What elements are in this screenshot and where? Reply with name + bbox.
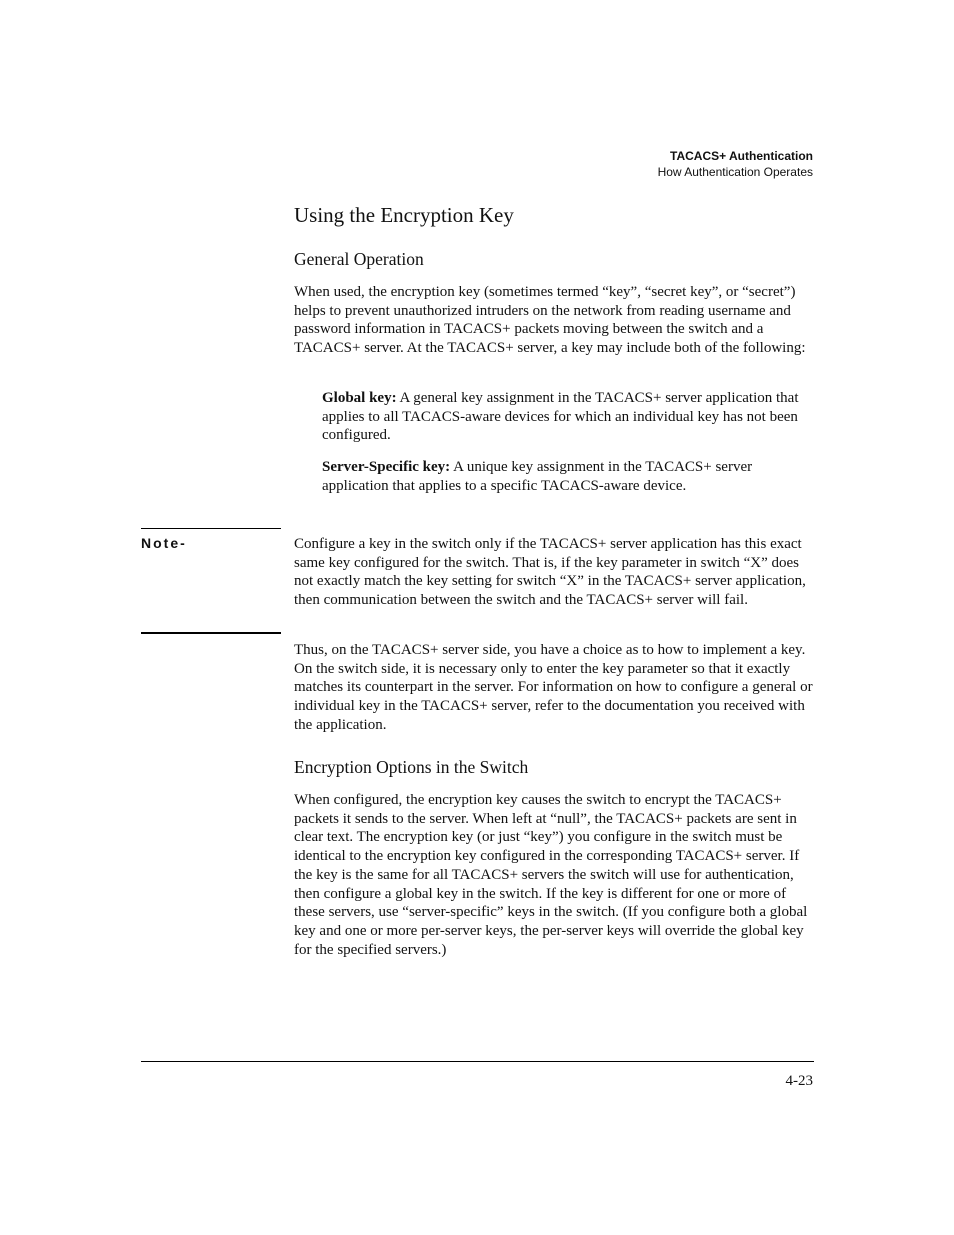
note-label: Note-: [141, 535, 187, 551]
note-top-rule: [141, 528, 281, 529]
encryption-options-heading: Encryption Options in the Switch: [294, 757, 529, 777]
after-note-block: [294, 641, 814, 735]
global-key-term: Global key:: [322, 390, 397, 406]
after-note-text: Thus, on the TACACS+ server side, you have a choice as to how to implement a key. On the switch side, it is necessary only to enter the key parameter so that it exactly matches its counterpart in the server. For information on how to configure a general or individual key in the TACACS+ server, refer to the documentation you received with the application.: [294, 642, 813, 733]
general-operation-heading: General Operation: [294, 249, 424, 269]
footer-rule: [141, 1061, 814, 1062]
global-key-text: A general key assignment in the TACACS+ server application that applies to all TACACS-aware devices for which an individual key has not been configured.: [322, 390, 799, 444]
note-bottom-rule: [141, 632, 281, 634]
general-operation-intro: When used, the encryption key (sometimes termed “key”, “secret key”, or “secret”) helps to prevent unauthorized intruders on the network from reading username and password information in TACACS+ packets moving between the switch and a TACACS+ server. At the TACACS+ server, a key may include both of the following:: [294, 284, 806, 357]
global-key-definition: [322, 389, 802, 445]
encryption-options-block: [294, 791, 814, 959]
running-header: [658, 148, 813, 180]
server-specific-key-definition: [322, 458, 802, 495]
section-subtitle: How Authentication Operates: [657, 165, 813, 179]
encryption-options-text: When configured, the encryption key causes the switch to encrypt the TACACS+ packets it sends to the server. When left at “null”, the TACACS+ packets are sent in clear text. The encryption key (or just “key”) you configure in the switch must be identical to the encryption key configured in the corresponding TACACS+ server. If the key is the same for all TACACS+ servers the switch will use for authentication, then configure a global key in the switch. If the key is different for one or more of these servers, use “server-specific” keys in the switch. (If you configure both a global key and one or more per-server keys, the per-server keys will override the global key for the specified servers.): [294, 792, 808, 958]
page-number: 4-23: [785, 1073, 813, 1089]
note-text: Configure a key in the switch only if the TACACS+ server application has this exact same key configured for the switch. That is, if the key parameter in switch “X” does not exactly match the key setting for switch “X” in the TACACS+ server application, then communication between the switch and the TACACS+ server will fail.: [294, 536, 806, 609]
server-key-term: Server-Specific key:: [322, 459, 451, 475]
chapter-title: TACACS+ Authentication: [670, 149, 813, 163]
section-title: Using the Encryption Key: [294, 203, 514, 227]
general-operation-intro-block: [294, 283, 814, 358]
note-block: [294, 535, 814, 610]
server-key-text: A unique key assignment in the TACACS+ server application that applies to a specific TACACS-aware device.: [322, 459, 753, 494]
